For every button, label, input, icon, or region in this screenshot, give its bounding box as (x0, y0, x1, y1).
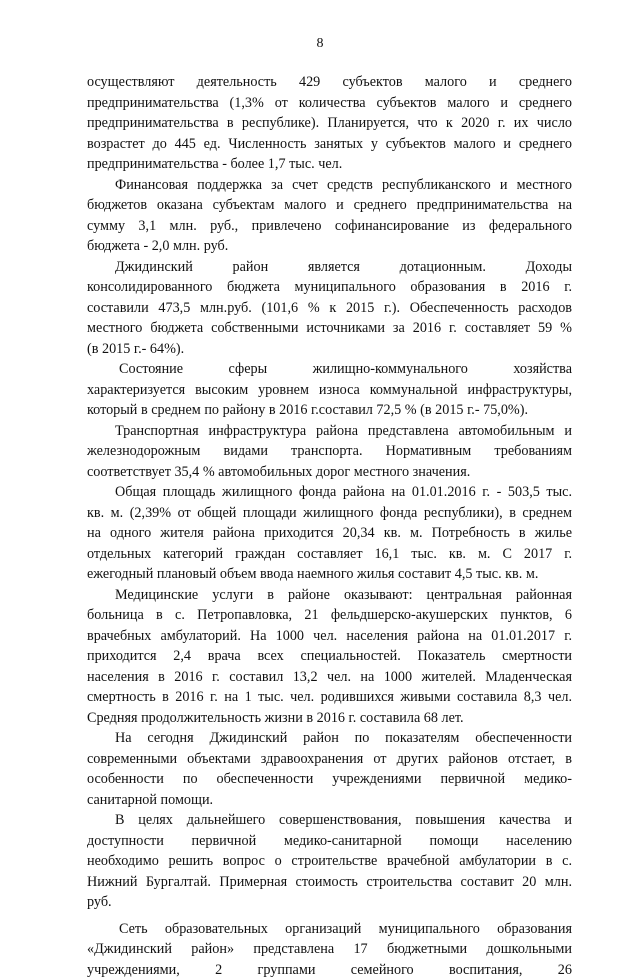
paragraph-financial-support (87, 175, 572, 257)
text-line: который в среднем по району в 2016 г.составил 72,5 % (в 2015 г.- 75,0%). (87, 400, 572, 421)
text-line: предпринимательства - более 1,7 тыс. чел. (87, 154, 572, 175)
text-line: осуществляют деятельность 429 субъектов малого и среднего (87, 72, 572, 93)
text-line: современными объектами здравоохранения от других районов отстает, в (87, 749, 572, 770)
text-line: кв. м. (2,39% от общей площади жилищного фонда республики), в среднем (87, 503, 572, 524)
text-line: Транспортная инфраструктура района представлена автомобильным и (87, 421, 572, 442)
text-line: возрастет до 445 ед. Численность занятых у субъектов малого и среднего (87, 134, 572, 155)
text-line: Медицинские услуги в районе оказывают: центральная районная (87, 585, 572, 606)
text-line: бюджетов оказана субъектам малого и среднего предпринимательства на (87, 195, 572, 216)
text-line: бюджета - 2,0 млн. руб. (87, 236, 572, 257)
text-line: особенности по обеспеченности учреждениями первичной медико- (87, 769, 572, 790)
document-body (87, 72, 572, 980)
paragraph-healthcare-lag (87, 728, 572, 810)
text-line: «Джидинский район» представлена 17 бюджетными дошкольными (87, 939, 572, 960)
text-line: санитарной помощи. (87, 790, 572, 811)
text-line: Нижний Бургалтай. Примерная стоимость строительства составит 20 млн. (87, 872, 572, 893)
text-line: Средняя продолжительность жизни в 2016 г. составила 68 лет. (87, 708, 572, 729)
text-line: приходится 2,4 врача всех специальностей. Показатель смертности (87, 646, 572, 667)
paragraph-small-business (87, 72, 572, 175)
text-line: на одного жителя района приходится 20,34 кв. м. Потребность в жилье (87, 523, 572, 544)
paragraph-medical-services (87, 585, 572, 729)
text-line: ежегодный плановый объем ввода наемного жилья составит 4,5 тыс. кв. м. (87, 564, 572, 585)
text-line: больница в с. Петропавловка, 21 фельдшерско-акушерских пунктов, 6 (87, 605, 572, 626)
text-line: На сегодня Джидинский район по показателям обеспеченности (87, 728, 572, 749)
text-line: консолидированного бюджета муниципального образования в 2016 г. (87, 277, 572, 298)
paragraph-housing-utilities (87, 359, 572, 421)
text-line: отдельных категорий граждан составляет 16,1 тыс. кв. м. С 2017 г. (87, 544, 572, 565)
text-line: местного бюджета собственными источниками за 2016 г. составляет 59 % (87, 318, 572, 339)
paragraph-housing-stock (87, 482, 572, 585)
text-line: (в 2015 г.- 64%). (87, 339, 572, 360)
text-line: предпринимательства (1,3% от количества субъектов малого и среднего (87, 93, 572, 114)
text-line: Финансовая поддержка за счет средств республиканского и местного (87, 175, 572, 196)
text-line: В целях дальнейшего совершенствования, повышения качества и (87, 810, 572, 831)
text-line: необходимо решить вопрос о строительстве врачебной амбулатории в с. (87, 851, 572, 872)
page-number: 8 (0, 36, 640, 52)
text-line: характеризуется высоким уровнем износа коммунальной инфраструктуры, (87, 380, 572, 401)
paragraph-clinic-construction (87, 810, 572, 913)
text-line: сумму 3,1 млн. руб., привлечено софинансирование из федерального (87, 216, 572, 237)
text-line: населения в 2016 г. составил 13,2 чел. на 1000 жителей. Младенческая (87, 667, 572, 688)
text-line: врачебных амбулаторий. На 1000 чел. населения района на 01.01.2017 г. (87, 626, 572, 647)
text-line: железнодорожным видами транспорта. Нормативным требованиям (87, 441, 572, 462)
text-line: Общая площадь жилищного фонда района на 01.01.2016 г. - 503,5 тыс. (87, 482, 572, 503)
text-line: Джидинский район является дотационным. Доходы (87, 257, 572, 278)
text-line: составили 473,5 млн.руб. (101,6 % к 2015 г.). Обеспеченность расходов (87, 298, 572, 319)
text-line: соответствует 35,4 % автомобильных дорог местного значения. (87, 462, 572, 483)
text-line: смертность в 2016 г. на 1 тыс. чел. родившихся живыми составила 8,3 чел. (87, 687, 572, 708)
paragraph-education-network (87, 919, 572, 980)
text-line: предпринимательства в республике). Планируется, что к 2020 г. их число (87, 113, 572, 134)
text-line: доступности первичной медико-санитарной помощи населению (87, 831, 572, 852)
text-line: учреждениями, 2 группами семейного воспитания, 26 (87, 960, 572, 980)
text-line: Сеть образовательных организаций муниципального образования (87, 919, 572, 940)
text-line: Состояние сферы жилищно-коммунального хозяйства (87, 359, 572, 380)
paragraph-transport (87, 421, 572, 483)
text-line: руб. (87, 892, 572, 913)
paragraph-budget (87, 257, 572, 360)
